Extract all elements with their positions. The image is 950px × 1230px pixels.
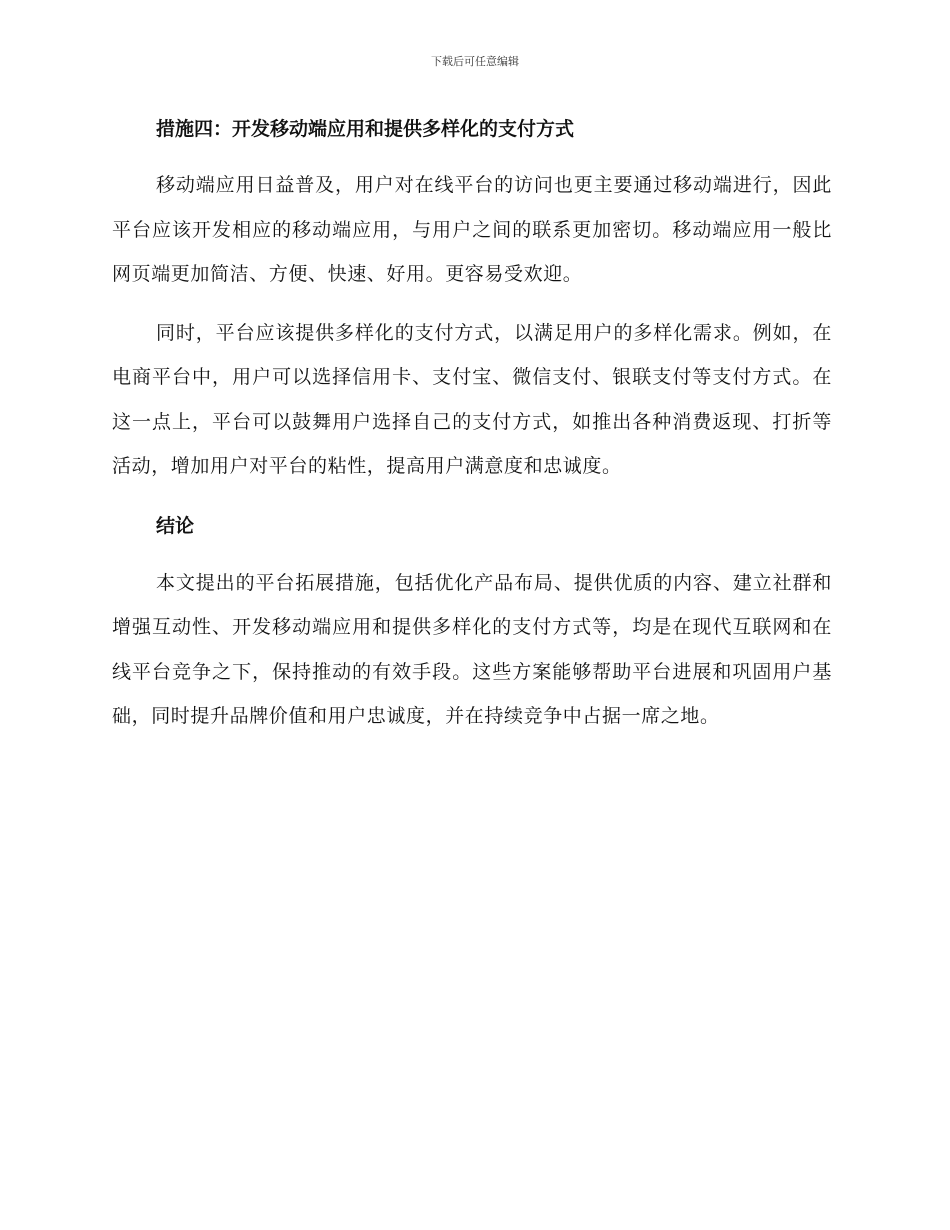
paragraph-conclusion: 本文提出的平台拓展措施，包括优化产品布局、提供优质的内容、建立社群和增强互动性、开发移动端应用和提供多样化的支付方式等，均是在现代互联网和在线平台竞争之下，保持推动的有效手段。这些方案能够帮助平台进展和巩固用户基础，同时提升品牌价值和用户忠诚度，并在持续竞争中占据一席之地。: [112, 571, 832, 727]
page-header-note: 下载后可任意编辑: [431, 55, 519, 68]
paragraph-payment-methods: 同时，平台应该提供多样化的支付方式，以满足用户的多样化需求。例如，在电商平台中，用户可以选择信用卡、支付宝、微信支付、银联支付等支付方式。在这一点上，平台可以鼓舞用户选择自己的支付方式，如推出各种消费返现、打折等活动，增加用户对平台的粘性，提高用户满意度和忠诚度。: [112, 321, 832, 477]
section-heading-conclusion: 结论: [156, 514, 195, 537]
section-heading-measure-four: 措施四：开发移动端应用和提供多样化的支付方式: [156, 118, 575, 140]
paragraph-mobile-app: 移动端应用日益普及，用户对在线平台的访问也更主要通过移动端进行，因此平台应该开发相应的移动端应用，与用户之间的联系更加密切。移动端应用一般比网页端更加简洁、方便、快速、好用。更容易受欢迎。: [112, 174, 832, 285]
document-body: [112, 110, 832, 753]
